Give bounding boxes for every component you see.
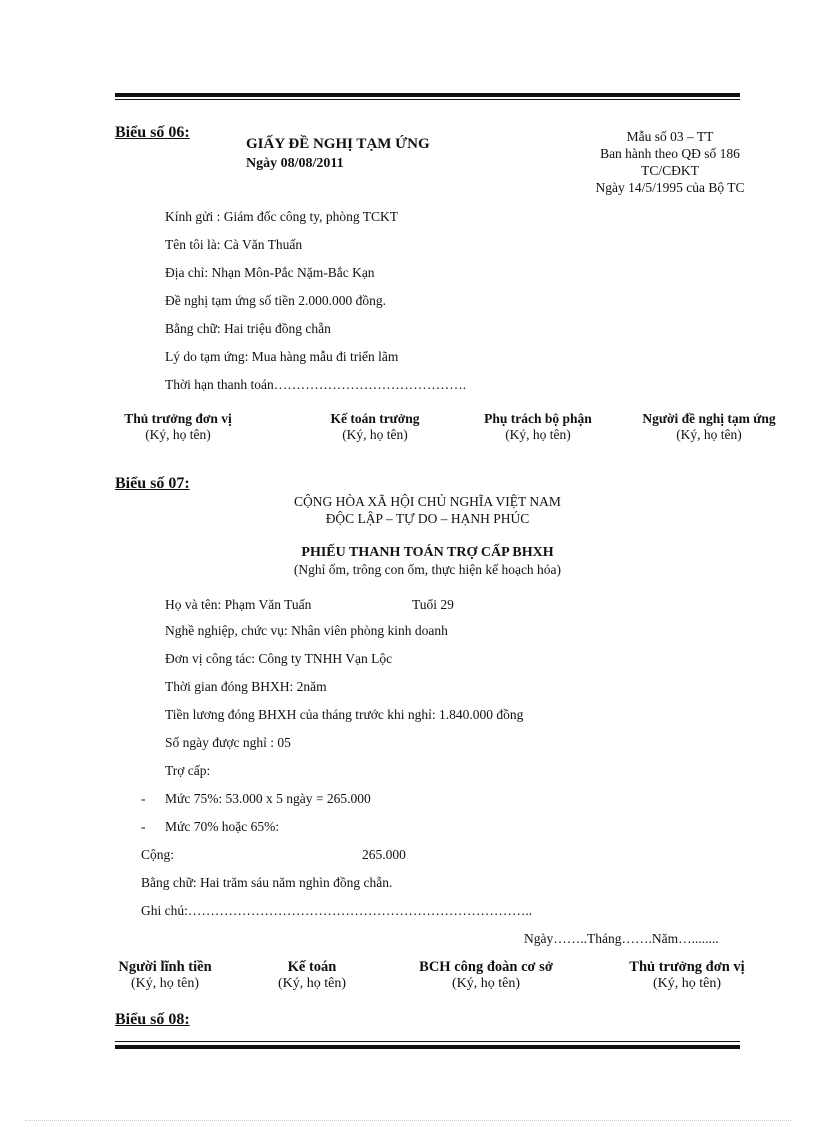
top-rule-thick	[115, 93, 740, 97]
form07-heading: Biểu số 07:	[115, 475, 190, 492]
bullet-marker: -	[141, 819, 146, 834]
form06-signature-block	[463, 411, 613, 443]
form07-signature-block	[252, 959, 372, 992]
form07-signature-block	[100, 959, 230, 992]
signature-note: (Ký, họ tên)	[277, 976, 347, 991]
form07-total-value: 265.000	[362, 847, 406, 862]
bottom-rule-thick	[115, 1045, 740, 1049]
form06-meta-line: TC/CĐKT	[641, 163, 699, 178]
form07-signature-block	[604, 959, 770, 992]
form06-line-address: Địa chỉ: Nhạn Môn-Pắc Nặm-Bắc Kạn	[165, 265, 375, 280]
form07-note: Ghi chú:…………………………………………………………………..	[141, 903, 533, 918]
form07-age-line: Tuổi 29	[412, 597, 454, 612]
form07-line-days-off: Số ngày được nghỉ : 05	[165, 735, 291, 750]
signature-title: Thủ trưởng đơn vị	[124, 411, 232, 426]
signature-title: Kế toán trưởng	[330, 411, 420, 426]
page-edge-dotted-line	[25, 1120, 791, 1121]
form07-nation: CỘNG HÒA XÃ HỘI CHỦ NGHĨA VIỆT NAM	[294, 494, 561, 509]
form06-meta-line: Ngày 14/5/1995 của Bộ TC	[595, 180, 745, 195]
form08-heading: Biểu số 08:	[115, 1011, 190, 1028]
form06-line-amount: Đề nghị tạm ứng số tiền 2.000.000 đồng.	[165, 293, 387, 308]
form06-meta-line: Mẫu số 03 – TT	[626, 129, 714, 144]
form07-line-workplace: Đơn vị công tác: Công ty TNHH Vạn Lộc	[165, 651, 393, 666]
bullet-marker: -	[141, 791, 146, 806]
form07-line-occupation: Nghề nghiệp, chức vụ: Nhân viên phòng kinh doanh	[165, 623, 448, 638]
form07-total-label: Cộng:	[141, 847, 175, 862]
signature-title: Phụ trách bộ phận	[484, 411, 592, 426]
form07-date-line: Ngày……..Tháng…….Năm…........	[524, 931, 719, 946]
signature-note: (Ký, họ tên)	[505, 427, 571, 442]
signature-title: Kế toán	[287, 959, 337, 975]
form07-name-line: Họ và tên: Phạm Văn Tuấn	[165, 597, 312, 612]
form07-bullet-75: Mức 75%: 53.000 x 5 ngày = 265.000	[165, 791, 371, 806]
signature-note: (Ký, họ tên)	[342, 427, 408, 442]
form06-line-reason: Lý do tạm ứng: Mua hàng mẫu đi triển lãm	[165, 349, 399, 364]
bottom-rule-thin	[115, 1041, 740, 1042]
signature-title: Người lĩnh tiền	[118, 959, 212, 975]
form06-line-name: Tên tôi là: Cà Văn Thuấn	[165, 237, 303, 252]
form06-heading: Biểu số 06:	[115, 124, 190, 141]
form06-meta	[560, 128, 780, 196]
form07-signature-block	[400, 959, 572, 992]
form07-line-insurance-period: Thời gian đóng BHXH: 2năm	[165, 679, 327, 694]
form07-in-words: Bằng chữ: Hai trăm sáu năm nghìn đồng chẵn.	[141, 875, 393, 890]
form06-signature-block	[108, 411, 248, 443]
form06-line-deadline: Thời hạn thanh toán…………………………………….	[165, 377, 467, 392]
form06-signature-block	[628, 411, 790, 443]
form06-line-in-words: Bằng chữ: Hai triệu đồng chẵn	[165, 321, 331, 336]
form07-line-allowance: Trợ cấp:	[165, 763, 211, 778]
signature-title: BCH công đoàn cơ sở	[419, 959, 553, 975]
form07-title: PHIẾU THANH TOÁN TRỢ CẤP BHXH	[301, 545, 554, 560]
form06-signature-block	[305, 411, 445, 443]
signature-note: (Ký, họ tên)	[451, 976, 521, 991]
form06-line-recipient: Kính gửi : Giám đốc công ty, phòng TCKT	[165, 209, 399, 224]
form07-bullet-70: Mức 70% hoặc 65%:	[165, 819, 280, 834]
form07-subtitle: (Nghỉ ốm, trông con ốm, thực hiện kế hoạch hóa)	[293, 562, 562, 577]
form06-title: GIẤY ĐỀ NGHỊ TẠM ỨNG	[246, 136, 430, 152]
form07-motto: ĐỘC LẬP – TỰ DO – HẠNH PHÚC	[325, 511, 530, 526]
form07-line-salary: Tiền lương đóng BHXH của tháng trước khi nghỉ: 1.840.000 đồng	[165, 707, 524, 722]
form06-meta-line: Ban hành theo QĐ số 186	[600, 146, 740, 161]
signature-title: Thủ trưởng đơn vị	[629, 959, 745, 975]
signature-note: (Ký, họ tên)	[652, 976, 722, 991]
signature-note: (Ký, họ tên)	[145, 427, 211, 442]
signature-title: Người đề nghị tạm ứng	[642, 411, 776, 426]
signature-note: (Ký, họ tên)	[676, 427, 742, 442]
signature-note: (Ký, họ tên)	[130, 976, 200, 991]
top-rule-thin	[115, 99, 740, 100]
form06-date: Ngày 08/08/2011	[246, 156, 344, 171]
